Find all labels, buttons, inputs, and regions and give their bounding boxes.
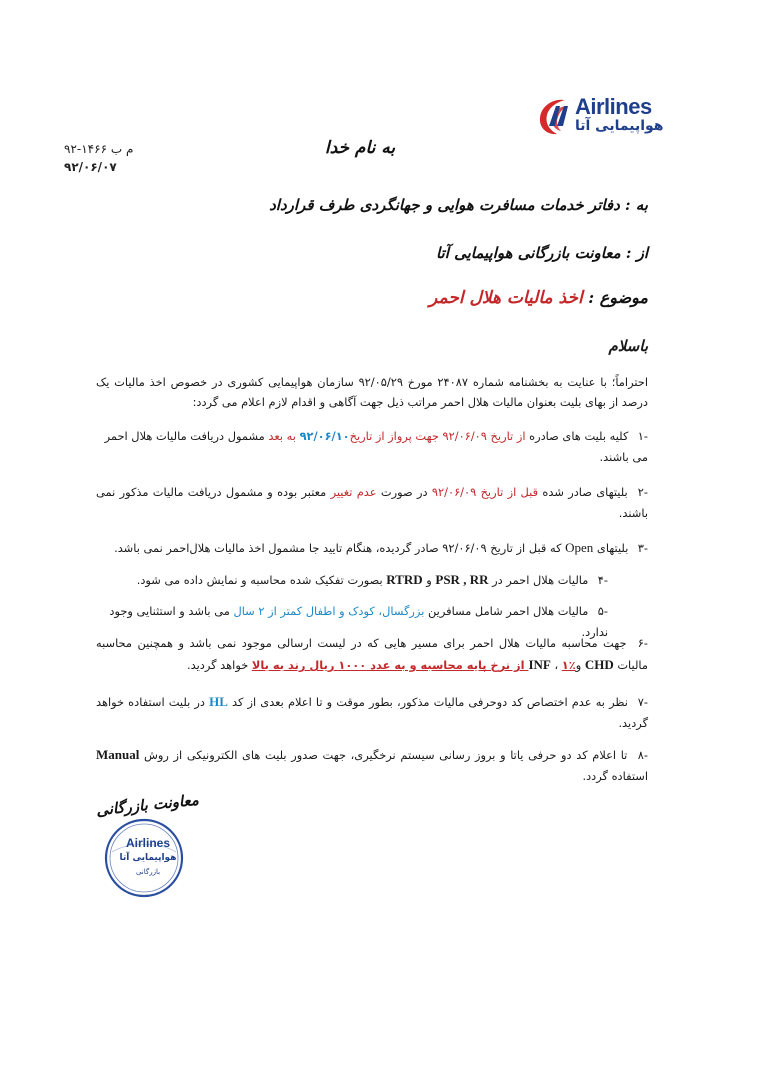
reference-date: ۹۲/۰۶/۰۷ — [64, 160, 117, 174]
list-item — [96, 426, 648, 468]
list-item — [96, 633, 648, 676]
item-number: -۵ — [597, 604, 608, 618]
item-text: بلیتهای صادر شده — [538, 485, 628, 499]
item-text: خواهد گردید. — [187, 658, 252, 672]
item-number: -۲ — [637, 485, 649, 499]
item-number: -۸ — [637, 748, 648, 762]
item-code: Manual — [96, 747, 140, 762]
item-number: -۳ — [637, 541, 648, 555]
item-number: -۴ — [597, 573, 608, 587]
stamp-english-text: Airlines — [125, 836, 170, 850]
stamp-persian-text: هواپیمایی آتا — [119, 853, 177, 863]
item-number: -۶ — [637, 636, 648, 650]
airline-logo-mark-icon — [535, 96, 573, 136]
item-highlight-date: ۹۲/۰۶/۱۰ — [299, 429, 350, 443]
list-item — [96, 744, 648, 787]
item-highlight: قبل از تاریخ ۹۲/۰۶/۰۹ — [431, 485, 539, 499]
reference-number: م ب ۱۴۶۶-۹۲ — [64, 142, 134, 156]
item-text: بلیتهای — [593, 541, 629, 555]
item-text: تا اعلام کد دو حرفی یاتا و بروز رسانی سیستم نرخگیری، جهت صدور بلیت های الکترونیکی از روش — [139, 748, 628, 762]
item-text: مالیات هلال احمر شامل مسافرین — [424, 604, 589, 618]
signature: معاونت بازرگانی — [95, 790, 200, 820]
item-text: در صورت — [376, 485, 432, 499]
item-text: و — [422, 573, 436, 587]
intro-paragraph: احتراماً؛ با عنایت به بخشنامه شماره ۲۴۰۸۷ مورخ ۹۲/۰۵/۲۹ سازمان هواپیمایی کشوری در خصوص اخذ مالیات یک درصد از بهای بلیت بعنوان مالیات هلال احمر مراتب ذیل جهت آگاهی و اقدام لازم اعلام می گردد: — [96, 375, 648, 409]
item-highlight: از تاریخ ۹۲/۰۶/۰۹ جهت پرواز از تاریخ — [349, 429, 526, 443]
item-text: کلیه بلیت های صادره — [525, 429, 629, 443]
item-code: CHD — [584, 657, 614, 672]
item-text: معتبر بوده و مشمول دریافت مالیات مذکور نمی باشند. — [96, 485, 648, 520]
item-text: در بلیت استفاده خواهد گردید. — [96, 695, 648, 730]
stamp-department-text: بازرگانی — [135, 868, 161, 876]
item-text: استفاده گردد. — [582, 769, 648, 783]
airline-logo — [535, 92, 665, 140]
list-item — [96, 569, 648, 591]
item-text: مالیات هلال احمر در — [488, 573, 589, 587]
item-code: Open — [565, 540, 594, 555]
item-text: ، — [550, 658, 562, 672]
item-highlight-underlined: ۱٪ از نرخ پایه محاسبه و به عدد ۱۰۰۰ ریال رند به بالا — [251, 658, 576, 672]
list-item — [96, 537, 648, 559]
subject-value: اخذ مالیات هلال احمر — [429, 288, 583, 308]
item-text: نظر به عدم اختصاص کد دوحرفی مالیات مذکور، بطور موقت و تا اعلام بعدی از کد — [227, 695, 628, 709]
item-code: RTRD — [386, 572, 423, 587]
item-highlight: به بعد — [268, 429, 300, 443]
logo-english-text: Airlines — [575, 94, 652, 119]
item-text: می باشد و استثنایی وجود ندارد. — [109, 604, 608, 639]
subject-label: موضوع : — [588, 288, 648, 307]
item-number: -۷ — [637, 695, 649, 709]
item-text: که قبل از تاریخ ۹۲/۰۶/۰۹ صادر گردیده، هنگام تایید جا مشمول اخذ مالیات هلال‌احمر نمی باشد. — [114, 541, 566, 555]
item-text: مشمول دریافت مالیات هلال احمر می باشند. — [104, 429, 648, 464]
greeting: باسلام — [608, 337, 648, 355]
item-code: PSR , RR — [435, 572, 489, 587]
recipient-line: به : دفاتر خدمات مسافرت هوایی و جهانگردی طرف قرارداد — [269, 196, 648, 214]
item-text: بصورت تفکیک شده محاسبه و نمایش داده می شود. — [136, 573, 387, 587]
item-code: HL — [209, 694, 228, 709]
item-code: INF — [528, 657, 551, 672]
logo-persian-text: هواپیمایی آتا — [575, 118, 664, 134]
item-highlight: عدم تغییر — [330, 485, 377, 499]
item-text: و — [575, 658, 585, 672]
item-number: -۱ — [637, 429, 648, 443]
list-item — [96, 691, 648, 734]
sender-line: از : معاونت بازرگانی هواپیمایی آتا — [435, 244, 648, 262]
item-text: جهت محاسبه مالیات هلال احمر برای مسیر هایی که در لیست ارسالی موجود نمی باشد و همچنین محاسبه مالیات — [96, 636, 648, 672]
list-item — [96, 482, 648, 524]
basmala-heading: به نام خدا — [324, 138, 396, 158]
item-highlight: بزرگسال، کودک و اطفال کمتر از ۲ سال — [233, 604, 425, 618]
subject-line — [429, 288, 648, 308]
